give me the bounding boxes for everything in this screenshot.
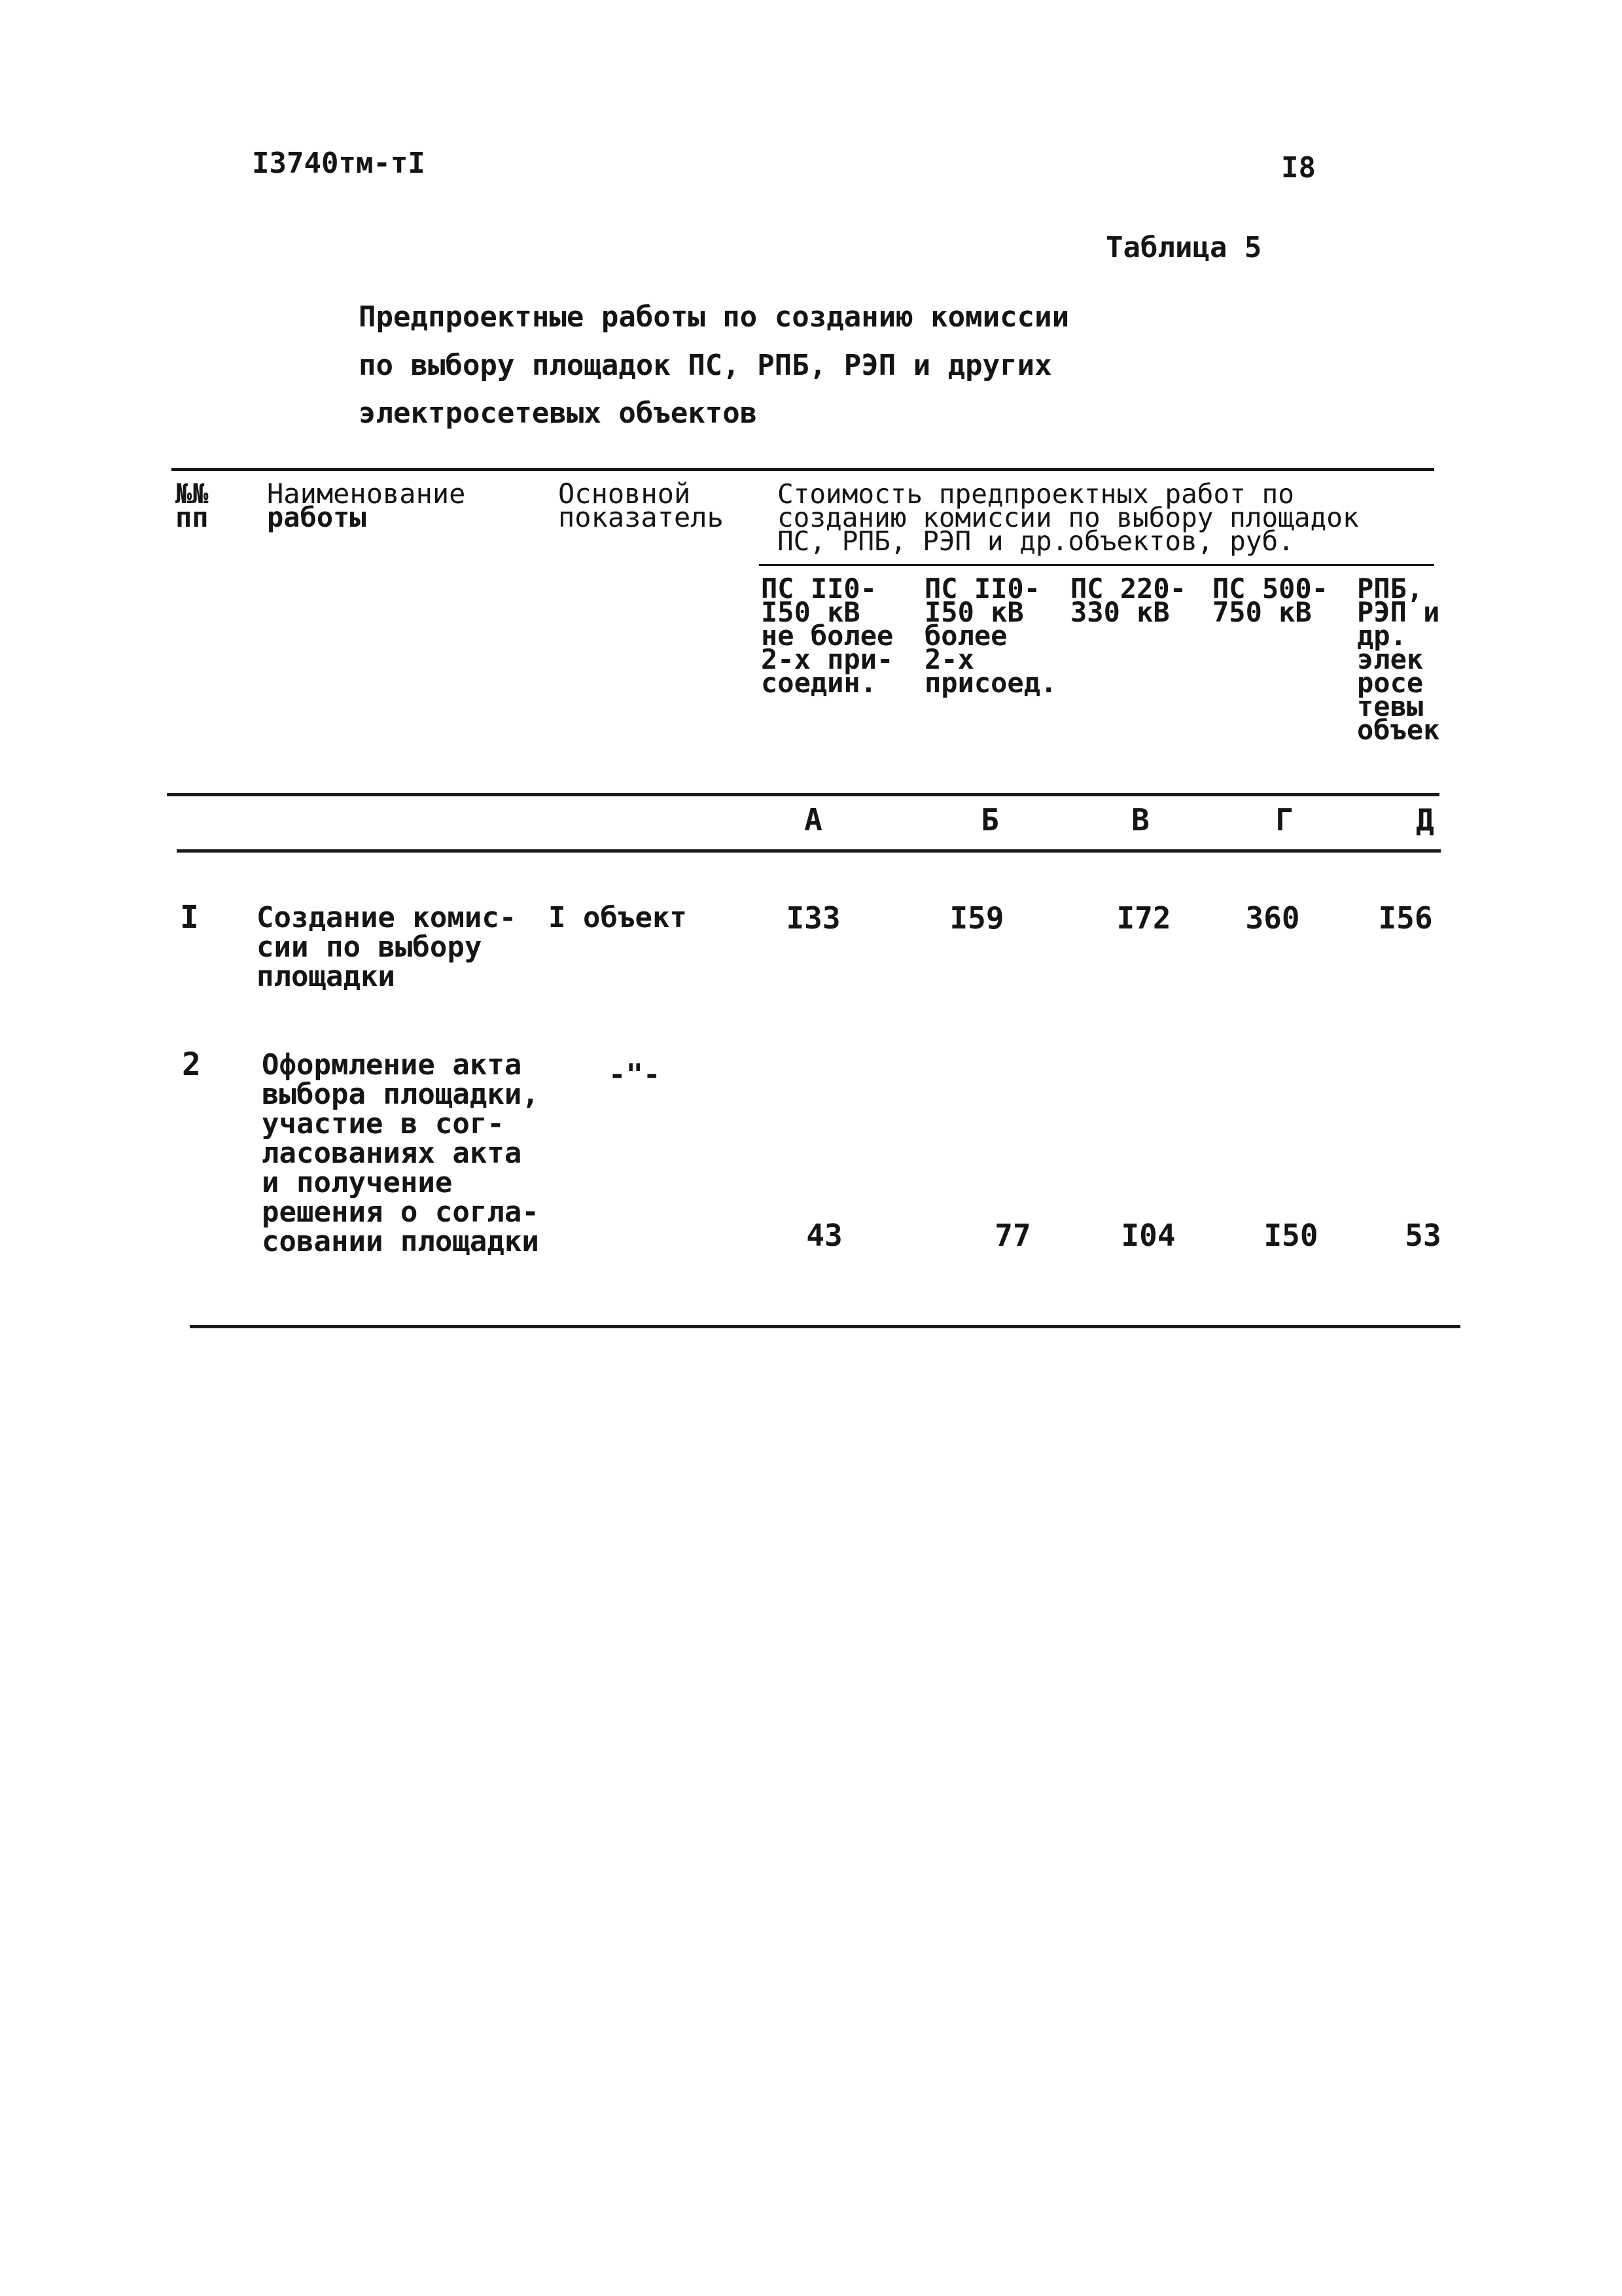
subheader-line: 2-х [925, 643, 974, 675]
header-cost-line: созданию комиссии по выбору площадок [777, 502, 1359, 533]
row-name-line: сии по выбору [256, 930, 482, 964]
subheader-line: ПС II0- [761, 573, 877, 605]
document-code: I3740тм-тI [252, 147, 425, 180]
subheader-line: тевы [1357, 690, 1424, 722]
subheader-line: более [925, 620, 1008, 652]
subheader-line: др. [1357, 620, 1407, 652]
cost-group-rule [759, 564, 1434, 566]
row-value-d: I56 [1378, 900, 1433, 936]
row-name-line: решения о согла- [262, 1195, 539, 1229]
row-indicator: -"- [608, 1058, 661, 1091]
row-value-a: I33 [786, 900, 841, 936]
subheader-line: не более [761, 620, 894, 652]
subheader-line: РЭП и [1357, 596, 1440, 628]
row-name-line: выбора площадки, [262, 1078, 539, 1111]
row-value-v: I04 [1121, 1218, 1176, 1253]
row-value-b: 77 [995, 1218, 1031, 1253]
header-cost-line: Стоимость предпроектных работ по [777, 478, 1294, 510]
header-indicator-line: показатель [558, 501, 724, 533]
header-indicator-line: Основной [558, 478, 691, 510]
subheader-line: росе [1357, 667, 1424, 699]
header-num-line: пп [175, 501, 209, 533]
title-line: электросетевых объектов [359, 397, 758, 430]
subheader-line: присоед. [925, 667, 1057, 699]
subheader-line: соедин. [761, 667, 877, 699]
row-value-g: 360 [1245, 900, 1300, 936]
row-name-line: ласованиях акта [262, 1137, 522, 1170]
header-name-line: Наименование [267, 478, 466, 510]
table-bottom-rule [190, 1325, 1460, 1328]
row-name-line: участие в сог- [262, 1107, 504, 1140]
subheader-line: 2-х при- [761, 643, 894, 675]
title-line: Предпроектные работы по созданию комиссии [359, 300, 1070, 334]
subheader-line: 750 кВ [1212, 596, 1312, 628]
row-number: 2 [182, 1046, 201, 1083]
subheader-line: объек [1357, 714, 1440, 746]
row-value-b: I59 [949, 900, 1004, 936]
column-letter-a: А [804, 802, 822, 838]
table-top-rule [171, 468, 1434, 471]
column-letter-d: Д [1416, 802, 1434, 838]
header-num-line: №№ [175, 478, 209, 510]
row-name-line: совании площадки [262, 1225, 539, 1258]
row-name-line: Оформление акта [262, 1048, 522, 1082]
row-value-d: 53 [1405, 1218, 1441, 1253]
row-value-g: I50 [1263, 1218, 1318, 1253]
subheader-line: РПБ, [1357, 573, 1424, 605]
row-name-line: площадки [256, 960, 395, 993]
row-value-v: I72 [1116, 900, 1171, 936]
title-line: по выбору площадок ПС, РПБ, РЭП и других [359, 349, 1052, 382]
row-name-line: Создание комис- [256, 901, 517, 934]
page-number: I8 [1281, 151, 1316, 185]
row-indicator: I объект [548, 901, 687, 934]
subheader-line: 330 кВ [1070, 596, 1170, 628]
letters-bottom-rule [177, 849, 1441, 853]
column-letter-v: В [1131, 802, 1150, 838]
row-value-a: 43 [806, 1218, 843, 1253]
subheader-line: ПС 500- [1212, 573, 1329, 605]
subheader-line: ПС 220- [1070, 573, 1187, 605]
column-letter-b: Б [981, 802, 999, 838]
header-name-line: работы [267, 501, 366, 533]
subheader-line: I50 кВ [761, 596, 860, 628]
table-label: Таблица 5 [1106, 231, 1262, 264]
header-bottom-rule [167, 793, 1439, 796]
header-cost-line: ПС, РПБ, РЭП и др.объектов, руб. [777, 525, 1294, 557]
subheader-line: I50 кВ [925, 596, 1024, 628]
column-letter-g: Г [1275, 802, 1294, 838]
row-name-line: и получение [262, 1166, 453, 1199]
subheader-line: ПС II0- [925, 573, 1041, 605]
row-number: I [180, 899, 199, 936]
subheader-line: элек [1357, 643, 1424, 675]
